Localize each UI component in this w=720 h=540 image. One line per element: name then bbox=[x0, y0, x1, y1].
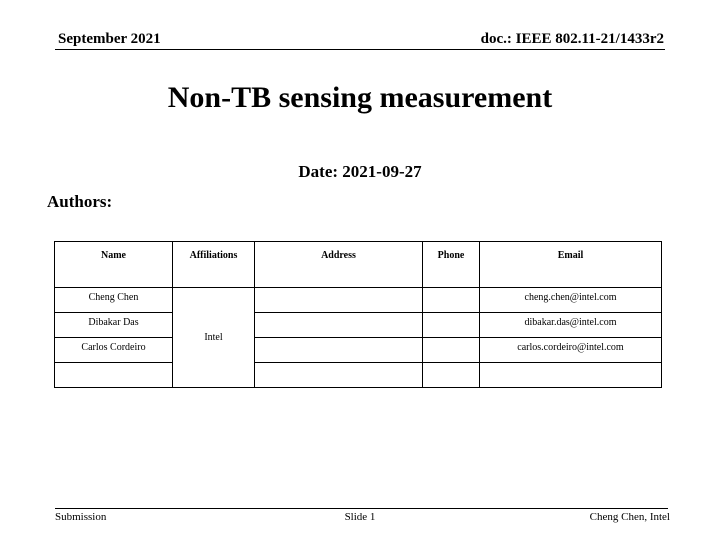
column-header-affiliations: Affiliations bbox=[173, 242, 255, 288]
table-header-row bbox=[55, 242, 662, 288]
slide-title: Non-TB sensing measurement bbox=[167, 81, 553, 114]
author-email: dibakar.das@intel.com bbox=[480, 313, 662, 338]
authors-table bbox=[54, 241, 662, 388]
table-row bbox=[55, 338, 662, 363]
footer-slide-number: Slide 1 bbox=[344, 511, 376, 523]
footer-author: Cheng Chen, Intel bbox=[589, 511, 670, 523]
author-name: Carlos Cordeiro bbox=[55, 338, 173, 363]
author-address bbox=[255, 363, 423, 388]
author-address bbox=[255, 288, 423, 313]
author-address bbox=[255, 313, 423, 338]
table-row bbox=[55, 363, 662, 388]
author-email: carlos.cordeiro@intel.com bbox=[480, 338, 662, 363]
column-header-address: Address bbox=[255, 242, 423, 288]
header-date: September 2021 bbox=[58, 31, 161, 47]
author-email bbox=[480, 363, 662, 388]
table-row bbox=[55, 313, 662, 338]
author-address bbox=[255, 338, 423, 363]
author-phone bbox=[423, 313, 480, 338]
column-header-name: Name bbox=[55, 242, 173, 288]
author-affiliation: Intel bbox=[173, 288, 255, 388]
footer-submission: Submission bbox=[55, 511, 107, 523]
footer-divider bbox=[55, 508, 668, 509]
author-name bbox=[55, 363, 173, 388]
author-phone bbox=[423, 338, 480, 363]
authors-label: Authors: bbox=[47, 192, 113, 211]
table-row bbox=[55, 288, 662, 313]
author-phone bbox=[423, 363, 480, 388]
header-divider bbox=[55, 49, 665, 50]
header-doc-id: doc.: IEEE 802.11-21/1433r2 bbox=[480, 31, 664, 47]
column-header-phone: Phone bbox=[423, 242, 480, 288]
slide-date: Date: 2021-09-27 bbox=[298, 162, 422, 181]
author-phone bbox=[423, 288, 480, 313]
author-email: cheng.chen@intel.com bbox=[480, 288, 662, 313]
author-name: Dibakar Das bbox=[55, 313, 173, 338]
column-header-email: Email bbox=[480, 242, 662, 288]
author-name: Cheng Chen bbox=[55, 288, 173, 313]
